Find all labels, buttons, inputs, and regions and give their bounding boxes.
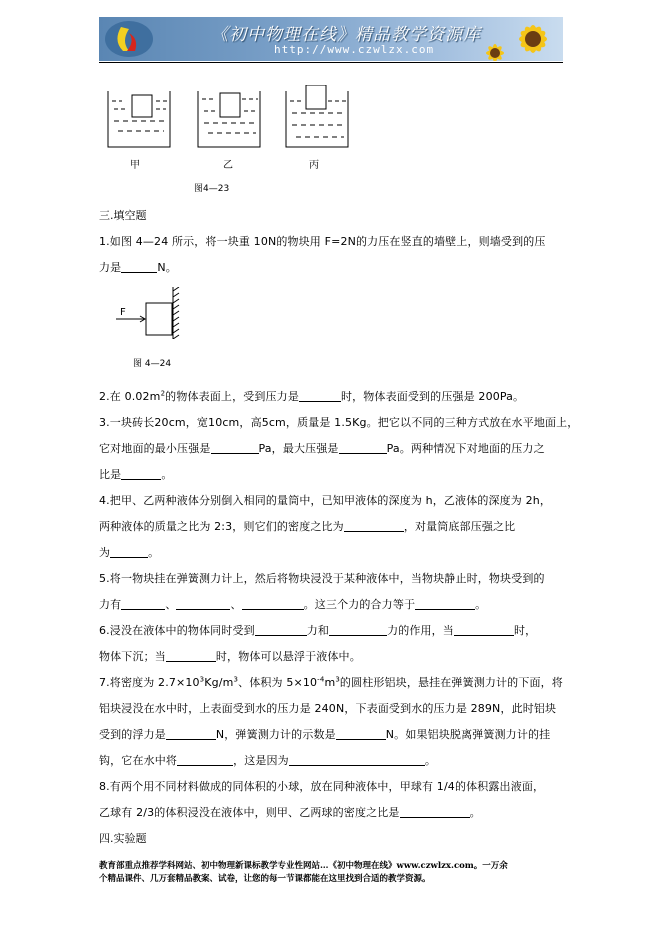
header-rule — [99, 62, 563, 63]
figure-caption-4-23: 图4—23 — [194, 184, 230, 194]
q3-line3: 比是 。 — [99, 468, 173, 481]
footer-line1: 教育部重点推荐学科网站、初中物理新课标教学专业性网站…《初中物理在线》www.czwlzx.com。一万余 — [99, 861, 508, 871]
sunflower-icon — [481, 17, 563, 61]
q6-line1: 6.浸没在液体中的物体同时受到 力和 力的作用，当 时， — [99, 624, 537, 637]
figure-label-jia: 甲 — [130, 160, 140, 171]
force-label-f: F — [120, 307, 126, 318]
q7-line1: 7.将密度为 $2.7\times 10^3Kg/m^3$、体积为 $5\times 10^{-4}m^3$的圆柱形铝块，悬挂在弹簧测力计的下面，将 — [99, 675, 563, 689]
q4-line2: 两种液体的质量之比为 2:3，则它们的密度之比为 ，对量筒底部压强之比 — [99, 520, 516, 533]
site-logo-icon — [99, 17, 159, 61]
q7-line4: 钩，它在水中将 ，这是因为 。 — [99, 754, 436, 767]
q1-line2: 力是 N。 — [99, 261, 177, 274]
q7-line2: 铝块浸没在水中时，上表面受到水的压力是 240N，下表面受到水的压力是 289N，此时铝块 — [99, 702, 557, 715]
figure-4-24-diagram — [114, 287, 194, 339]
figure-4-23-diagram — [100, 85, 360, 197]
q3-line1: 3.一块砖长20cm，宽10cm，高5cm，质量是 1.5Kg。把它以不同的三种方式放在水平地面上， — [99, 416, 579, 429]
q5-line2: 力有 、 、 。这三个力的合力等于 。 — [99, 598, 487, 611]
footer-line2: 个精品课件、几万套精品教案、试卷，让您的每一节课都能在这里找到合适的教学资源。 — [99, 874, 431, 884]
q4-line1: 4.把甲、乙两种液体分别倒入相同的量筒中，已知甲液体的深度为 h，乙液体的深度为 2h， — [99, 494, 552, 507]
figure-label-yi: 乙 — [223, 160, 233, 171]
banner-url[interactable]: http://www.czwlzx.com — [274, 43, 435, 56]
q5-line1: 5.将一物块挂在弹簧测力计上，然后将物块浸没于某种液体中，当物块静止时，物块受到的 — [99, 572, 545, 585]
figure-caption-4-24: 图 4—24 — [133, 359, 172, 369]
section-title-fill-blank: 三.填空题 — [99, 209, 147, 222]
q2-line1: 2.在 $0.02m^2$的物体表面上，受到压力是 时，物体表面受到的压强是 200Pa。 — [99, 389, 525, 403]
q8-line2: 乙球有 2/3的体积浸没在液体中，则甲、乙两球的密度之比是 。 — [99, 806, 481, 819]
q7-line3: 受到的浮力是 N，弹簧测力计的示数是 N。如果铝块脱离弹簧测力计的挂 — [99, 728, 551, 741]
q6-line2: 物体下沉；当 时，物体可以悬浮于液体中。 — [99, 650, 361, 663]
figure-label-bing: 丙 — [309, 160, 319, 171]
q1-line1: 1.如图 4—24 所示，将一块重 10N的物块用 F=2N的力压在竖直的墙壁上，则墙受到的压 — [99, 235, 546, 248]
q8-line1: 8.有两个用不同材料做成的同体积的小球，放在同种液体中，甲球有 1/4的体积露出液面， — [99, 780, 545, 793]
section-title-experiment: 四.实验题 — [99, 832, 147, 845]
banner-title: 《初中物理在线》精品教学资源库 — [211, 25, 481, 45]
q4-line3: 为 。 — [99, 546, 160, 559]
header-banner — [99, 17, 563, 61]
q3-line2: 它对地面的最小压强是 Pa，最大压强是 Pa。两种情况下对地面的压力之 — [99, 442, 545, 455]
